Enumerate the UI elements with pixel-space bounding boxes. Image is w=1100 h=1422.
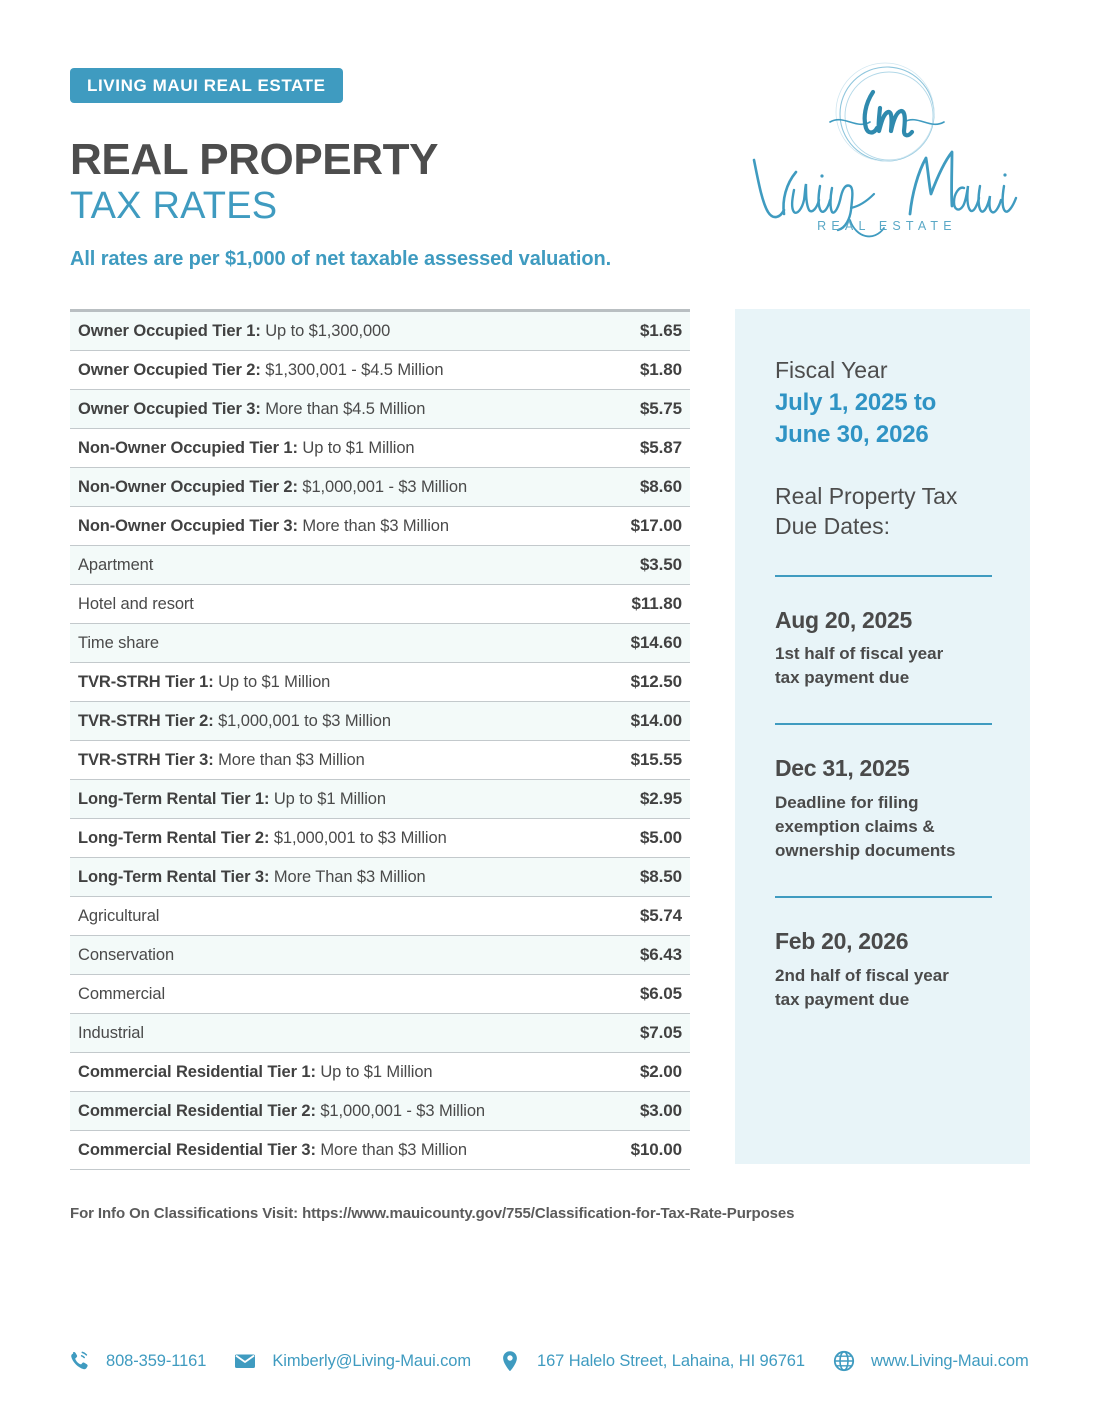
due-dates-heading-line2: Due Dates: bbox=[775, 512, 891, 539]
table-row bbox=[70, 819, 690, 858]
rate-label-category: Non-Owner Occupied Tier 3: bbox=[78, 516, 298, 535]
rate-label-detail: Agricultural bbox=[78, 906, 160, 925]
rate-label-category: Commercial Residential Tier 1: bbox=[78, 1062, 316, 1081]
rate-label bbox=[78, 712, 391, 731]
rate-label-detail: $1,000,001 to $3 Million bbox=[269, 828, 447, 847]
table-row bbox=[70, 429, 690, 468]
fiscal-year-range bbox=[775, 387, 992, 449]
rate-label-detail: Up to $1 Million bbox=[315, 1062, 433, 1081]
due-date-description-line: exemption claims & bbox=[775, 817, 935, 837]
rate-label bbox=[78, 751, 365, 770]
rate-label-detail: Up to $1 Million bbox=[269, 789, 386, 808]
rate-label bbox=[78, 985, 165, 1004]
rate-label-detail: $1,000,001 - $3 Million bbox=[297, 477, 468, 496]
footer-website-text: www.Living-Maui.com bbox=[870, 1351, 1029, 1370]
table-row bbox=[70, 936, 690, 975]
fiscal-year-label: Fiscal Year bbox=[775, 357, 888, 383]
rate-value: $14.60 bbox=[630, 633, 682, 652]
rate-label-detail: $1,000,001 - $3 Million bbox=[315, 1101, 486, 1120]
rate-label bbox=[78, 1141, 467, 1160]
rate-value: $17.00 bbox=[630, 516, 682, 535]
rate-value: $6.43 bbox=[639, 945, 682, 964]
contact-footer bbox=[0, 1348, 1100, 1374]
rate-label bbox=[78, 1063, 432, 1082]
table-row bbox=[70, 546, 690, 585]
table-row bbox=[70, 1053, 690, 1092]
rate-value: $8.60 bbox=[639, 477, 682, 496]
rate-label-detail: More than $3 Million bbox=[213, 750, 365, 769]
due-date-description-line: 1st half of fiscal year bbox=[775, 644, 944, 664]
rate-value: $14.00 bbox=[630, 711, 682, 730]
rate-label-category: Owner Occupied Tier 1: bbox=[78, 321, 261, 340]
due-date-description-line: 2nd half of fiscal year bbox=[775, 966, 949, 985]
main-content bbox=[0, 309, 1100, 1170]
rate-label bbox=[78, 868, 426, 887]
table-row bbox=[70, 585, 690, 624]
rate-value: $5.75 bbox=[639, 399, 682, 418]
rate-label-category: Long-Term Rental Tier 2: bbox=[78, 828, 270, 847]
rate-label-category: Owner Occupied Tier 2: bbox=[78, 360, 261, 379]
due-date-entry bbox=[775, 755, 992, 863]
due-dates-list bbox=[775, 575, 992, 1013]
sidebar-divider bbox=[775, 723, 992, 725]
rate-label-detail: Commercial bbox=[78, 984, 166, 1003]
table-row bbox=[70, 663, 690, 702]
rate-value: $2.00 bbox=[639, 1062, 682, 1081]
due-date-description bbox=[775, 642, 992, 690]
rate-label-category: Long-Term Rental Tier 3: bbox=[78, 867, 270, 886]
rate-label bbox=[78, 439, 415, 458]
table-row bbox=[70, 312, 690, 351]
rate-label-detail: $1,300,001 - $4.5 Million bbox=[260, 360, 444, 379]
rate-label-category: Commercial Residential Tier 3: bbox=[78, 1140, 316, 1159]
due-date-description bbox=[775, 791, 992, 863]
rate-label-category: Long-Term Rental Tier 1: bbox=[78, 789, 270, 808]
rate-value: $1.80 bbox=[639, 360, 682, 379]
table-row bbox=[70, 780, 690, 819]
page-header bbox=[0, 0, 1100, 233]
footer-email-text: Kimberly@Living-Maui.com bbox=[272, 1351, 471, 1370]
table-row bbox=[70, 897, 690, 936]
rate-label-category: Non-Owner Occupied Tier 2: bbox=[78, 477, 298, 496]
rate-label bbox=[78, 361, 443, 380]
rate-label bbox=[78, 829, 447, 848]
sidebar-divider bbox=[775, 896, 992, 898]
rate-label bbox=[78, 322, 390, 341]
rate-label-detail: Up to $1 Million bbox=[297, 438, 415, 457]
due-date-description-line: tax payment due bbox=[775, 668, 910, 688]
footer-website[interactable] bbox=[831, 1348, 1029, 1374]
rate-value: $8.50 bbox=[639, 867, 682, 886]
due-date-entry bbox=[775, 607, 992, 691]
rate-label-category: TVR-STRH Tier 1: bbox=[78, 672, 214, 691]
due-date-value: Aug 20, 2025 bbox=[775, 606, 913, 633]
rate-label bbox=[78, 595, 194, 614]
rate-value: $10.00 bbox=[630, 1140, 682, 1159]
rate-label-category: TVR-STRH Tier 2: bbox=[78, 711, 214, 730]
footer-phone[interactable] bbox=[66, 1348, 206, 1374]
table-row bbox=[70, 1014, 690, 1053]
footer-phone-text: 808-359-1161 bbox=[106, 1351, 207, 1370]
envelope-icon bbox=[232, 1348, 258, 1374]
fiscal-year-range-line1: July 1, 2025 to bbox=[775, 389, 937, 417]
rate-label-detail: More than $3 Million bbox=[315, 1140, 467, 1159]
table-row bbox=[70, 858, 690, 897]
fiscal-year-range-line2: June 30, 2026 bbox=[775, 420, 929, 448]
table-row bbox=[70, 351, 690, 390]
table-row bbox=[70, 624, 690, 663]
rate-value: $12.50 bbox=[630, 672, 682, 691]
rate-label-category: Non-Owner Occupied Tier 1: bbox=[78, 438, 298, 457]
rate-label-category: TVR-STRH Tier 3: bbox=[78, 750, 214, 769]
rate-value: $11.80 bbox=[631, 594, 682, 613]
rate-label-category: Commercial Residential Tier 2: bbox=[78, 1101, 316, 1120]
table-row bbox=[70, 975, 690, 1014]
table-row bbox=[70, 468, 690, 507]
classifications-info-line: For Info On Classifications Visit: https://www.mauicounty.gov/755/Classification-for-Tax-Rate-Purposes bbox=[70, 1205, 795, 1222]
rate-label bbox=[78, 1024, 144, 1043]
rate-value: $5.87 bbox=[639, 438, 682, 457]
rate-label-detail: Up to $1,300,000 bbox=[260, 321, 391, 340]
page-title: REAL PROPERTY bbox=[70, 135, 439, 184]
rate-label-detail: More than $4.5 Million bbox=[260, 399, 426, 418]
rate-label-detail: More than $3 Million bbox=[297, 516, 449, 535]
logo-artwork bbox=[732, 52, 1042, 252]
rate-value: $3.50 bbox=[639, 555, 682, 574]
rate-label bbox=[78, 556, 153, 575]
rate-label-detail: Apartment bbox=[78, 555, 154, 574]
rate-value: $2.95 bbox=[639, 789, 682, 808]
due-date-description-line: tax payment due bbox=[775, 990, 910, 1010]
page-subtitle: TAX RATES bbox=[70, 184, 278, 227]
rate-label bbox=[78, 634, 159, 653]
rate-label bbox=[78, 907, 159, 926]
rate-label-detail: Hotel and resort bbox=[78, 594, 194, 613]
rate-label bbox=[78, 790, 386, 809]
phone-icon bbox=[66, 1348, 92, 1374]
rate-label-detail: More Than $3 Million bbox=[269, 867, 426, 886]
table-row bbox=[70, 390, 690, 429]
rate-label-detail: $1,000,001 to $3 Million bbox=[213, 711, 391, 730]
rate-value: $6.05 bbox=[639, 984, 682, 1003]
logo-tagline: REAL ESTATE bbox=[817, 219, 957, 233]
rate-value: $5.74 bbox=[639, 906, 682, 925]
table-row bbox=[70, 507, 690, 546]
due-date-value: Dec 31, 2025 bbox=[775, 755, 910, 782]
rate-value: $7.05 bbox=[639, 1023, 682, 1042]
rate-label bbox=[78, 673, 330, 692]
rate-value: $5.00 bbox=[639, 828, 682, 847]
sidebar-divider bbox=[775, 575, 992, 577]
rate-label-detail: Time share bbox=[78, 633, 159, 652]
tax-rates-table bbox=[70, 309, 690, 1170]
table-row bbox=[70, 1092, 690, 1131]
fiscal-year-sidebar bbox=[735, 309, 1030, 1164]
footer-address[interactable] bbox=[497, 1348, 805, 1374]
rate-label bbox=[78, 517, 449, 536]
rate-value: $1.65 bbox=[639, 321, 682, 340]
table-row bbox=[70, 702, 690, 741]
living-maui-logo bbox=[732, 52, 1042, 252]
due-dates-heading bbox=[775, 482, 992, 542]
rate-value: $3.00 bbox=[639, 1101, 682, 1120]
brand-badge: LIVING MAUI REAL ESTATE bbox=[70, 68, 343, 103]
rate-label bbox=[78, 478, 467, 497]
rate-label-detail: Up to $1 Million bbox=[213, 672, 331, 691]
table-row bbox=[70, 741, 690, 780]
rate-label bbox=[78, 400, 425, 419]
due-date-description-line: ownership documents bbox=[775, 841, 956, 861]
rate-value: $15.55 bbox=[630, 750, 682, 769]
rate-label bbox=[78, 946, 174, 965]
due-date-entry bbox=[775, 928, 992, 1012]
footer-address-text: 167 Halelo Street, Lahaina, HI 96761 bbox=[537, 1351, 805, 1370]
rate-label-category: Owner Occupied Tier 3: bbox=[78, 399, 261, 418]
due-date-value: Feb 20, 2026 bbox=[775, 928, 909, 955]
globe-icon bbox=[831, 1348, 857, 1374]
rate-label bbox=[78, 1102, 485, 1121]
rate-label-detail: Conservation bbox=[78, 945, 175, 964]
footer-email[interactable] bbox=[232, 1348, 471, 1374]
map-pin-icon bbox=[497, 1348, 523, 1374]
due-date-description bbox=[775, 964, 992, 1012]
due-dates-heading-line1: Real Property Tax bbox=[775, 482, 958, 509]
rates-subheading: All rates are per $1,000 of net taxable assessed valuation. bbox=[70, 248, 612, 270]
table-row bbox=[70, 1131, 690, 1170]
due-date-description-line: Deadline for filing bbox=[775, 793, 919, 813]
rate-label-detail: Industrial bbox=[78, 1023, 144, 1042]
